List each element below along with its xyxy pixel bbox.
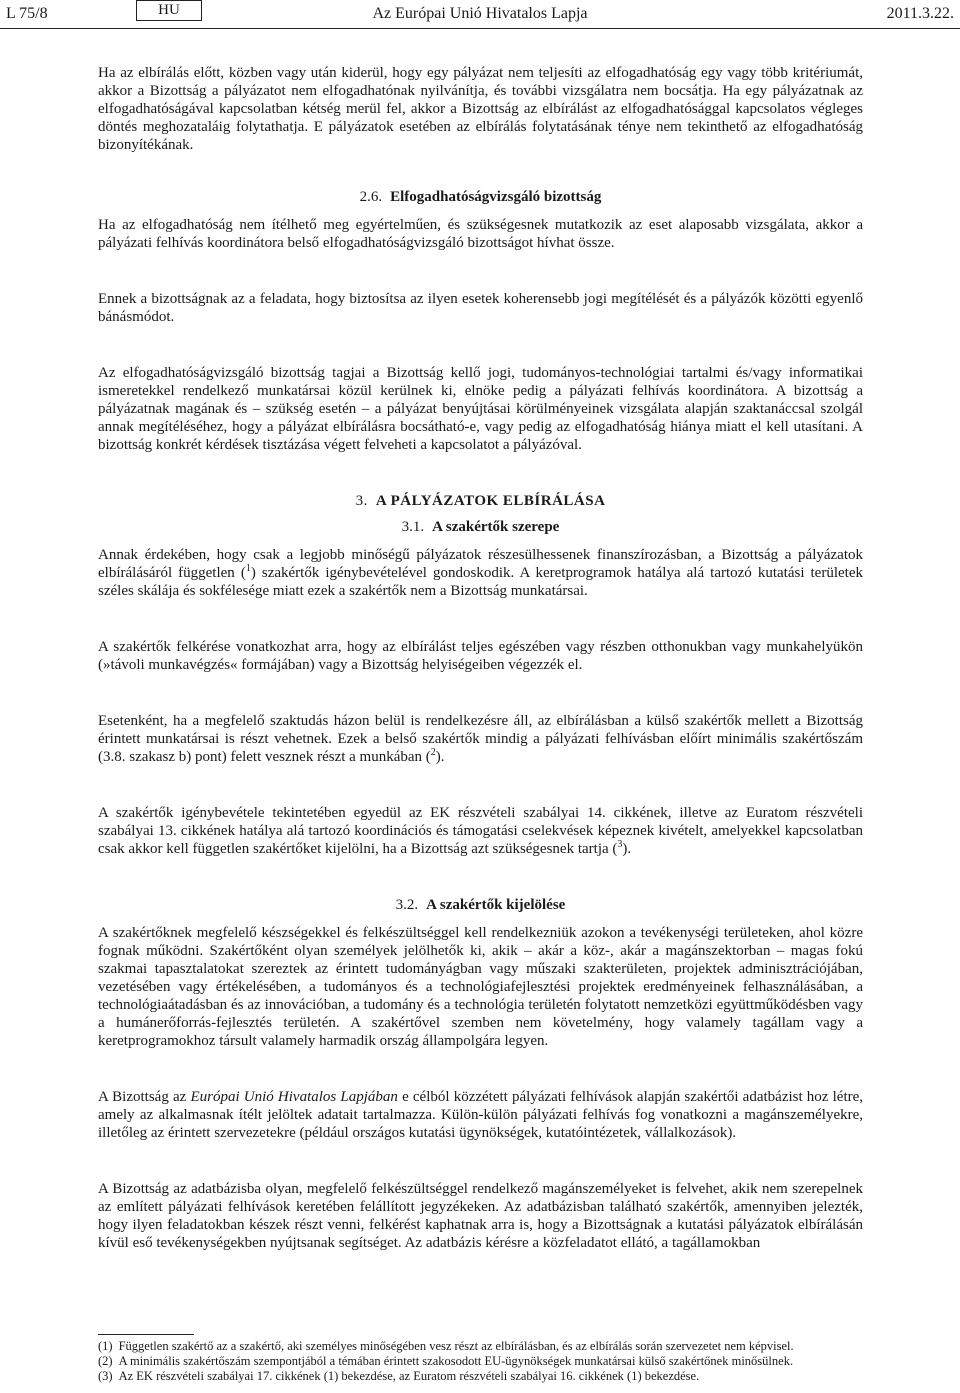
footnote-2: (2) A minimális szakértőszám szempontjából a témában érintett szakosodott EU-ügynökségek munkatársai külső szakértőnek minősülnek. xyxy=(98,1354,794,1368)
heading-text: A szakértők kijelölése xyxy=(426,897,566,913)
heading-text: A szakértők szerepe xyxy=(432,519,560,535)
paragraph-experts-3: Esetenként, ha a megfelelő szaktudás házon belül is rendelkezésre áll, az elbírálásban a külső szakértők mellett a Bizottság érintett munkatársai is részt vehetnek. Ezek a belső szakértők mindig a pályázati felhívásban előírt minimális szakértőszám (3.8. szakasz b) pont) felett vesznek részt a munkában ($^2$). xyxy=(98,713,863,765)
paragraph-experts-2: A szakértők felkérése vonatkozhat arra, hogy az elbírálást teljes egészében vagy részben otthonukban vagy munkahelyükön (»távoli munkavégzés« formájában) vagy a Bizottság helyiségeiben végezzék el. xyxy=(98,639,863,673)
heading-text: Elfogadhatóságvizsgáló bizottság xyxy=(390,189,602,205)
paragraph-appointment-3: A Bizottság az adatbázisba olyan, megfelelő felkészültséggel rendelkező magánszemélyeket is felvehet, akik nem szerepelnek az említett pályázati felhívások keretében felállított jegyzékeken. Az adatbázisban található szakértők, amennyiben jelezték, hogy ilyen feladatokban készek részt venni, felkérést kaphatnak arra is, hogy a Bizottságnak a kutatási pályázatok elbírálásán kívül eső tevékenységekben nyújtsanak segítséget. Az adatbázis kérésre a közfeladatot ellátó, a tagállamokban xyxy=(98,1181,863,1251)
paragraph-appointment-1: A szakértőknek megfelelő készségekkel és felkészültséggel kell rendelkezniük azokon a tevékenységi területeken, ahol közre fognak működni. Szakértőként olyan személyek jelölhetők ki, akik – akár a köz-, akár a magánszektorban – magas fokú szakmai tapasztalatokat szereztek az érintett tudományágban vagy műszaki szakterületen, projektek adminisztrációjában, vezetésében vagy értékelésében, a tudományos és a technológiafejlesztési projektek eredményeinek felhasználásában, a technológiaátadásban és az innovációban, a tudomány és a technológia területén folytatott nemzetközi együttműködésben vagy a humánerőforrás-fejlesztés területén. A szakértővel szemben nem követelmény, hogy valamely tagállam vagy a keretprogramokhoz társult valamely harmadik ország állampolgára legyen. xyxy=(98,925,863,1049)
language-badge: HU xyxy=(136,0,202,21)
heading-number: 3.2. xyxy=(395,897,419,913)
paragraph-committee-3: Az elfogadhatóságvizsgáló bizottság tagjai a Bizottság kellő jogi, tudományos-technológiai tartalmi és/vagy informatikai ismeretekkel rendelkező munkatársai közül kerülnek ki, elnöke pedig a pályázati felhívás koordinátora. A bizottság a pályázatnak magának és – szükség esetén – a pályázat benyújtásai körülményeinek vizsgálata alapján szaktanáccsal szolgál annak megítéléséhez, hogy a pályázat elbírálásra bocsátható-e, vagy pedig az elfogadhatóság hiánya miatt el kell utasítani. A bizottság konkrét kérdések tisztázása végett felveheti a kapcsolatot a pályázóval. xyxy=(98,365,863,453)
page-header xyxy=(0,0,960,26)
journal-title: Az Európai Unió Hivatalos Lapja xyxy=(372,5,588,22)
footnote-ref[interactable]: 1 xyxy=(245,563,251,574)
page-number: L 75/8 xyxy=(6,5,48,22)
heading-number: 3.1. xyxy=(401,519,425,535)
heading-number: 2.6. xyxy=(359,189,383,205)
paragraph-committee-2: Ennek a bizottságnak az a feladata, hogy biztosítsa az ilyen esetek koherensebb jogi megítélését és a pályázók közötti egyenlő bánásmódot. xyxy=(98,291,863,325)
heading-3-2 xyxy=(98,896,863,914)
paragraph-experts-4: A szakértők igénybevétele tekintetében egyedül az EK részvételi szabályai 14. cikkének, illetve az Euratom részvételi szabályai 13. cikkének hatálya alá tartozó koordinációs és támogatási cselekvések képeznek kivételt, amelyekkel kapcsolatban csak akkor kell független szakértőket kijelölni, ha a Bizottság azt szükségesnek tartja ($^3$). xyxy=(98,805,863,857)
footnote-ref[interactable]: 3 xyxy=(617,839,623,850)
heading-2-6 xyxy=(98,188,863,206)
footnotes xyxy=(98,1339,863,1384)
publication-date: 2011.3.22. xyxy=(886,5,954,22)
footnote-ref[interactable]: 2 xyxy=(430,747,436,758)
paragraph-experts-1: Annak érdekében, hogy csak a legjobb minőségű pályázatok részesülhessenek finanszírozásban, a Bizottság a pályázatok elbírálásáról független ($^1$) szakértők igénybevételével gondoskodik. A keretprogramok hatálya alá tartozó kutatási területek széles skálája és sokfélesége miatt ezek a szakértők nem a Bizottság munkatársai. xyxy=(98,547,863,599)
footnote-3: (3) Az EK részvételi szabályai 17. cikkének (1) bekezdése, az Euratom részvételi szabályai 16. cikkének (1) bekezdése. xyxy=(98,1369,700,1383)
paragraph-committee-1: Ha az elfogadhatóság nem ítélhető meg egyértelműen, és szükségesnek mutatkozik az eset alaposabb vizsgálata, akkor a pályázati felhívás koordinátora belső elfogadhatóságvizsgáló bizottságot hívhat össze. xyxy=(98,217,863,251)
footnote-divider xyxy=(98,1334,194,1335)
document-body xyxy=(98,64,863,1252)
heading-3 xyxy=(98,492,863,510)
heading-text: A PÁLYÁZATOK ELBÍRÁLÁSA xyxy=(375,493,606,509)
paragraph-appointment-2: A Bizottság az Európai Unió Hivatalos Lapjában e célból közzétett pályázati felhívások alapján szakértői adatbázist hoz létre, amely az alkalmasnak ítélt jelöltek adatait tartalmazza. Külön-külön pályázati felhívás fog vonatkozni a magánszemélyekre, illetőleg az érintett szervezetekre (például országos kutatási ügynökségek, kutatóintézetek, vállalkozások). xyxy=(98,1089,864,1141)
paragraph-admissibility: Ha az elbírálás előtt, közben vagy után kiderül, hogy egy pályázat nem teljesíti az elfogadhatóság egy vagy több kritériumát, akkor a Bizottság a pályázatot nem elfogadhatónak nyilvánítja, és további vizsgálatra nem bocsátja. Ha egy pályázatnak az elfogadhatóságával kapcsolatban kétség merül fel, akkor a Bizottság az elbírálást az elfogadhatósággal kapcsolatos végleges döntés meghozataláig folytathatja. E pályázatok esetében az elbírálás folytatásának ténye nem tekinthető az elfogadhatóság bizonyítékának. xyxy=(98,65,863,153)
heading-3-1 xyxy=(98,518,863,536)
header-divider xyxy=(0,28,960,29)
heading-number: 3. xyxy=(355,493,368,509)
footnote-1: (1) Független szakértő az a szakértő, aki személyes minőségében vesz részt az elbírálásban, és az elbírálás során szervezetet nem képvisel. xyxy=(98,1339,794,1353)
